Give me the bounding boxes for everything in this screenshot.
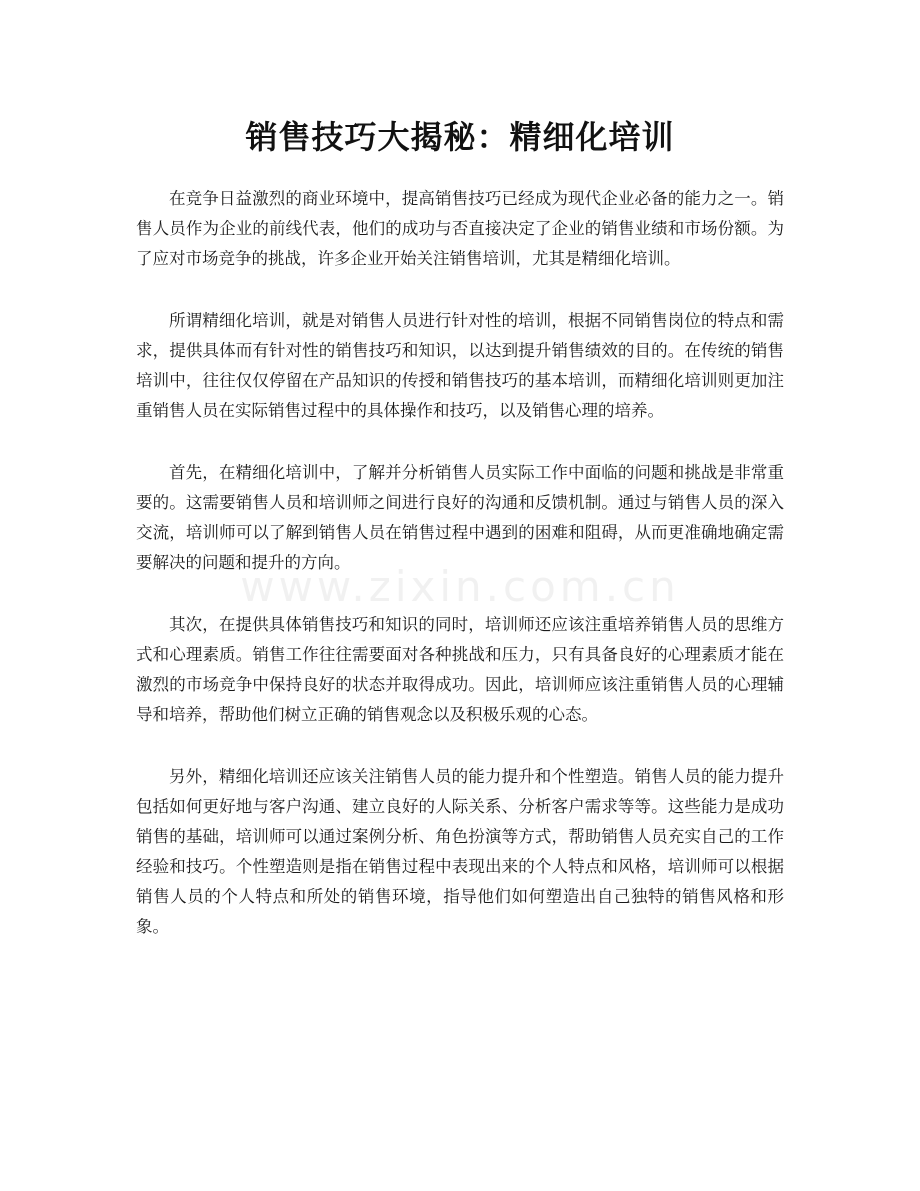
paragraph-4: 其次，在提供具体销售技巧和知识的同时，培训师还应该注重培养销售人员的思维方式和心理素质。销售工作往往需要面对各种挑战和压力，只有具备良好的心理素质才能在激烈的市场竞争中保持良好的状态并取得成功。因此，培训师应该注重销售人员的心理辅导和培养，帮助他们树立正确的销售观念以及积极乐观的心态。	[136, 615, 784, 724]
document-body	[136, 184, 784, 974]
paragraph-3: 首先，在精细化培训中，了解并分析销售人员实际工作中面临的问题和挑战是非常重要的。这需要销售人员和培训师之间进行良好的沟通和反馈机制。通过与销售人员的深入交流，培训师可以了解到销售人员在销售过程中遇到的困难和阻碍，从而更准确地确定需要解决的问题和提升的方向。	[136, 463, 784, 572]
paragraph-1: 在竞争日益激烈的商业环境中，提高销售技巧已经成为现代企业必备的能力之一。销售人员作为企业的前线代表，他们的成功与否直接决定了企业的销售业绩和市场份额。为了应对市场竞争的挑战，许多企业开始关注销售培训，尤其是精细化培训。	[136, 189, 784, 268]
watermark: www.zixin.com.cn	[240, 562, 680, 611]
document-title: 销售技巧大揭秘：精细化培训	[245, 118, 675, 156]
paragraph-2: 所谓精细化培训，就是对销售人员进行针对性的培训，根据不同销售岗位的特点和需求，提供具体而有针对性的销售技巧和知识，以达到提升销售绩效的目的。在传统的销售培训中，往往仅仅停留在产品知识的传授和销售技巧的基本培训，而精细化培训则更加注重销售人员在实际销售过程中的具体操作和技巧，以及销售心理的培养。	[136, 311, 784, 420]
paragraph-5: 另外，精细化培训还应该关注销售人员的能力提升和个性塑造。销售人员的能力提升包括如何更好地与客户沟通、建立良好的人际关系、分析客户需求等等。这些能力是成功销售的基础，培训师可以通过案例分析、角色扮演等方式，帮助销售人员充实自己的工作经验和技巧。个性塑造则是指在销售过程中表现出来的个人特点和风格，培训师可以根据销售人员的个人特点和所处的销售环境，指导他们如何塑造出自己独特的销售风格和形象。	[136, 767, 784, 936]
